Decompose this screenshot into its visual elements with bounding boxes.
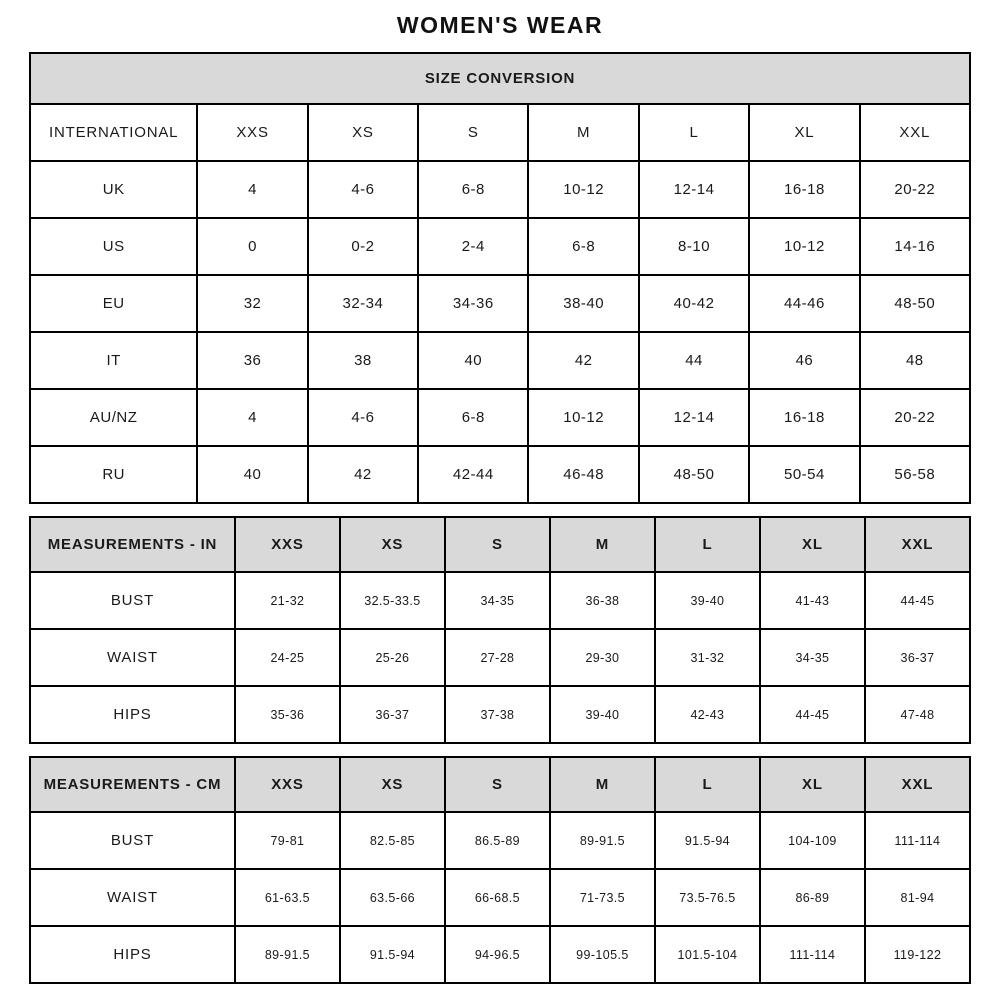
measurement-cell: 39-40: [550, 686, 655, 743]
size-cell: 6-8: [418, 389, 528, 446]
size-col-m: M: [528, 104, 638, 161]
size-cell: 38-40: [528, 275, 638, 332]
measurement-cell: 25-26: [340, 629, 445, 686]
size-cell: 46-48: [528, 446, 638, 503]
measurement-cell: 71-73.5: [550, 869, 655, 926]
table-row-waist-in: [30, 629, 970, 686]
size-cell: 12-14: [639, 161, 749, 218]
size-col-l: L: [655, 757, 760, 812]
size-cell: 10-12: [749, 218, 859, 275]
size-cell: 4-6: [308, 389, 418, 446]
measurement-cell: 44-45: [760, 686, 865, 743]
table-row-hips-cm: [30, 926, 970, 983]
size-cell: 4: [197, 389, 307, 446]
size-col-s: S: [445, 517, 550, 572]
size-cell: 6-8: [418, 161, 528, 218]
row-label-waist: WAIST: [30, 629, 235, 686]
measurements-cm-header-row: [30, 757, 970, 812]
size-col-xs: XS: [340, 517, 445, 572]
measurement-cell: 73.5-76.5: [655, 869, 760, 926]
table-row-uk: [30, 161, 970, 218]
size-cell: 42: [528, 332, 638, 389]
size-cell: 32-34: [308, 275, 418, 332]
measurements-in-table: [29, 516, 971, 744]
size-cell: 0-2: [308, 218, 418, 275]
measurement-cell: 34-35: [760, 629, 865, 686]
size-col-l: L: [655, 517, 760, 572]
measurements-in-header-row: [30, 517, 970, 572]
size-col-m: M: [550, 757, 655, 812]
measurements-cm-title: MEASUREMENTS - CM: [30, 757, 235, 812]
size-conversion-table: [29, 52, 971, 504]
measurement-cell: 37-38: [445, 686, 550, 743]
row-label-ru: RU: [30, 446, 197, 503]
size-cell: 10-12: [528, 161, 638, 218]
size-cell: 56-58: [860, 446, 970, 503]
size-cell: 38: [308, 332, 418, 389]
measurement-cell: 82.5-85: [340, 812, 445, 869]
measurement-cell: 91.5-94: [655, 812, 760, 869]
table-row-hips-in: [30, 686, 970, 743]
row-label-it: IT: [30, 332, 197, 389]
measurement-cell: 21-32: [235, 572, 340, 629]
measurement-cell: 35-36: [235, 686, 340, 743]
measurement-cell: 99-105.5: [550, 926, 655, 983]
table-row-waist-cm: [30, 869, 970, 926]
size-cell: 8-10: [639, 218, 749, 275]
table-row-ru: [30, 446, 970, 503]
table-row-bust-cm: [30, 812, 970, 869]
measurement-cell: 111-114: [760, 926, 865, 983]
size-cell: 42: [308, 446, 418, 503]
size-cell: 16-18: [749, 389, 859, 446]
size-cell: 4-6: [308, 161, 418, 218]
size-cell: 4: [197, 161, 307, 218]
size-cell: 46: [749, 332, 859, 389]
size-col-s: S: [445, 757, 550, 812]
row-label-hips: HIPS: [30, 686, 235, 743]
measurement-cell: 41-43: [760, 572, 865, 629]
measurement-cell: 24-25: [235, 629, 340, 686]
row-label-eu: EU: [30, 275, 197, 332]
size-cell: 6-8: [528, 218, 638, 275]
size-header-label: INTERNATIONAL: [30, 104, 197, 161]
measurement-cell: 47-48: [865, 686, 970, 743]
measurement-cell: 119-122: [865, 926, 970, 983]
size-cell: 42-44: [418, 446, 528, 503]
measurement-cell: 32.5-33.5: [340, 572, 445, 629]
size-cell: 40: [418, 332, 528, 389]
measurement-cell: 31-32: [655, 629, 760, 686]
size-col-xs: XS: [340, 757, 445, 812]
measurement-cell: 63.5-66: [340, 869, 445, 926]
size-cell: 20-22: [860, 161, 970, 218]
measurements-in-title: MEASUREMENTS - IN: [30, 517, 235, 572]
measurement-cell: 36-37: [340, 686, 445, 743]
row-label-waist: WAIST: [30, 869, 235, 926]
measurement-cell: 44-45: [865, 572, 970, 629]
size-cell: 32: [197, 275, 307, 332]
size-col-xxl: XXL: [860, 104, 970, 161]
size-cell: 40-42: [639, 275, 749, 332]
row-label-aunz: AU/NZ: [30, 389, 197, 446]
measurement-cell: 101.5-104: [655, 926, 760, 983]
size-col-xxs: XXS: [197, 104, 307, 161]
size-cell: 20-22: [860, 389, 970, 446]
size-cell: 10-12: [528, 389, 638, 446]
size-cell: 36: [197, 332, 307, 389]
size-col-s: S: [418, 104, 528, 161]
size-cell: 40: [197, 446, 307, 503]
size-col-xl: XL: [749, 104, 859, 161]
measurement-cell: 34-35: [445, 572, 550, 629]
size-cell: 50-54: [749, 446, 859, 503]
measurement-cell: 42-43: [655, 686, 760, 743]
measurement-cell: 27-28: [445, 629, 550, 686]
measurements-cm-table: [29, 756, 971, 984]
size-col-xxl: XXL: [865, 517, 970, 572]
measurement-cell: 36-38: [550, 572, 655, 629]
row-label-bust: BUST: [30, 572, 235, 629]
measurement-cell: 111-114: [865, 812, 970, 869]
size-cell: 48-50: [639, 446, 749, 503]
measurement-cell: 86-89: [760, 869, 865, 926]
size-cell: 48-50: [860, 275, 970, 332]
row-label-uk: UK: [30, 161, 197, 218]
size-col-m: M: [550, 517, 655, 572]
row-label-bust: BUST: [30, 812, 235, 869]
size-cell: 12-14: [639, 389, 749, 446]
measurement-cell: 66-68.5: [445, 869, 550, 926]
measurement-cell: 39-40: [655, 572, 760, 629]
size-col-xl: XL: [760, 517, 865, 572]
table-row-aunz: [30, 389, 970, 446]
table-row-eu: [30, 275, 970, 332]
measurement-cell: 61-63.5: [235, 869, 340, 926]
size-cell: 14-16: [860, 218, 970, 275]
size-cell: 44: [639, 332, 749, 389]
measurement-cell: 29-30: [550, 629, 655, 686]
measurement-cell: 91.5-94: [340, 926, 445, 983]
row-label-hips: HIPS: [30, 926, 235, 983]
measurement-cell: 89-91.5: [550, 812, 655, 869]
size-cell: 16-18: [749, 161, 859, 218]
size-col-xs: XS: [308, 104, 418, 161]
size-cell: 2-4: [418, 218, 528, 275]
size-cell: 34-36: [418, 275, 528, 332]
row-label-us: US: [30, 218, 197, 275]
page-title: WOMEN'S WEAR: [396, 12, 604, 38]
measurement-cell: 94-96.5: [445, 926, 550, 983]
size-cell: 48: [860, 332, 970, 389]
table-row-bust-in: [30, 572, 970, 629]
measurement-cell: 104-109: [760, 812, 865, 869]
size-conversion-title: SIZE CONVERSION: [30, 53, 970, 104]
size-col-xxs: XXS: [235, 757, 340, 812]
measurement-cell: 89-91.5: [235, 926, 340, 983]
size-cell: 0: [197, 218, 307, 275]
size-cell: 44-46: [749, 275, 859, 332]
size-col-xxs: XXS: [235, 517, 340, 572]
size-col-l: L: [639, 104, 749, 161]
size-header-row: [30, 104, 970, 161]
measurement-cell: 36-37: [865, 629, 970, 686]
size-col-xl: XL: [760, 757, 865, 812]
table-row-us: [30, 218, 970, 275]
table-row-it: [30, 332, 970, 389]
measurement-cell: 81-94: [865, 869, 970, 926]
measurement-cell: 86.5-89: [445, 812, 550, 869]
measurement-cell: 79-81: [235, 812, 340, 869]
size-col-xxl: XXL: [865, 757, 970, 812]
